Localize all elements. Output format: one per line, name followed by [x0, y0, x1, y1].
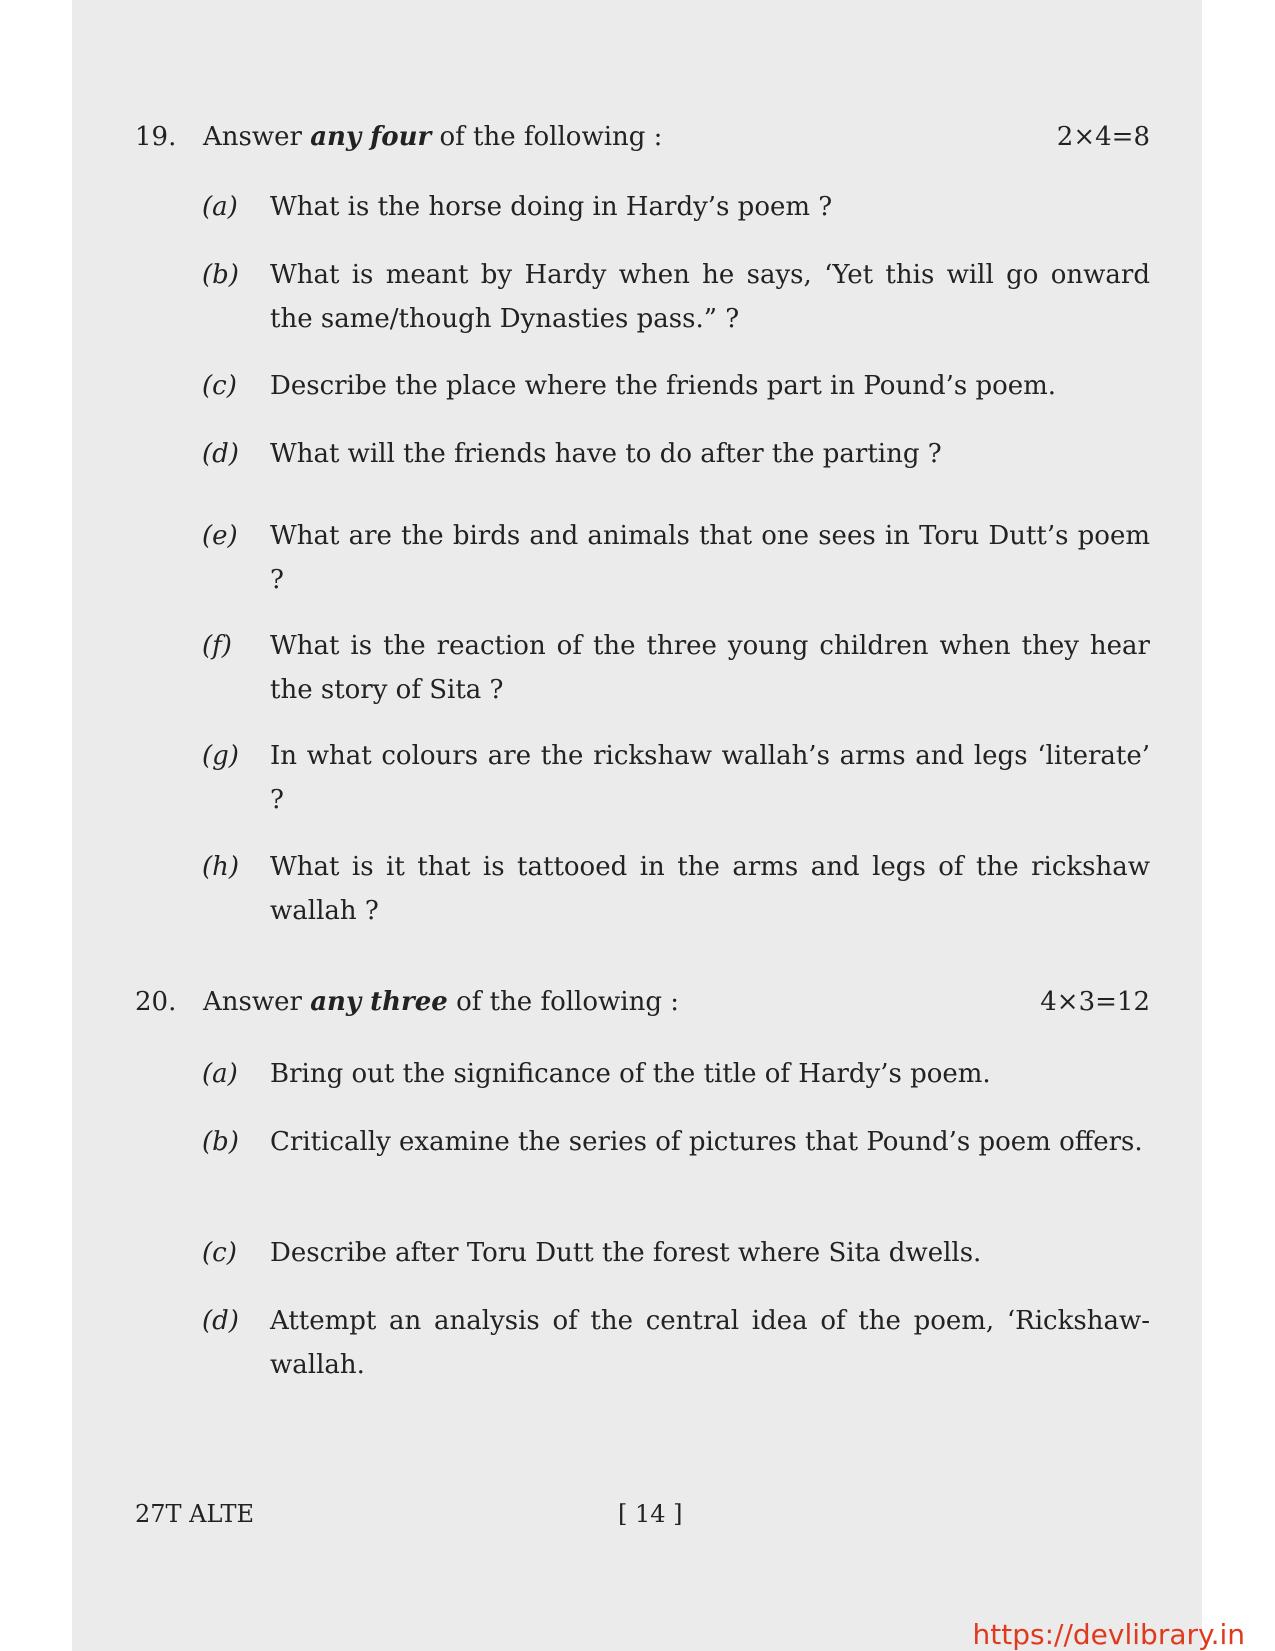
subquestion-text: In what colours are the rickshaw wallah’s arms and legs ‘literate’ ?	[270, 741, 1150, 815]
subquestion-label: (e)	[202, 521, 238, 551]
question-instruction: Answer any three of the following :	[203, 987, 680, 1017]
subquestion-text: Describe the place where the friends part in Pound’s poem.	[270, 371, 1057, 401]
subquestion-label: (d)	[202, 1306, 239, 1336]
question-marks: 2×4=8	[1056, 122, 1150, 152]
subquestion-text: What will the friends have to do after the parting ?	[270, 439, 942, 469]
subquestion-text: What is the horse doing in Hardy’s poem ?	[270, 192, 833, 222]
question-instruction: Answer any four of the following :	[203, 122, 663, 152]
subquestion-text: Bring out the significance of the title of Hardy’s poem.	[270, 1059, 991, 1089]
question-marks: 4×3=12	[1040, 987, 1150, 1017]
paper-code: 27T ALTE	[135, 1500, 255, 1528]
subquestion-text: Critically examine the series of pictures that Pound’s poem offers.	[270, 1127, 1143, 1157]
subquestion-label: (h)	[202, 852, 240, 882]
subquestion-text: What are the birds and animals that one sees in Toru Dutt’s poem ?	[270, 521, 1150, 595]
subquestion-label: (f)	[202, 631, 232, 661]
subquestion-label: (c)	[202, 371, 237, 401]
question-number: 19.	[135, 122, 177, 152]
exam-page	[72, 0, 1202, 1651]
subquestion-label: (a)	[202, 192, 238, 222]
watermark-url: https://devlibrary.in	[972, 1618, 1245, 1651]
page-number: [ 14 ]	[618, 1500, 683, 1528]
subquestion-label: (d)	[202, 439, 239, 469]
subquestion-text: What is it that is tattooed in the arms and legs of the rickshaw wallah ?	[270, 852, 1150, 926]
question-number: 20.	[135, 987, 177, 1017]
subquestion-label: (b)	[202, 1127, 239, 1157]
subquestion-label: (c)	[202, 1238, 237, 1268]
subquestion-text: Attempt an analysis of the central idea of the poem, ‘Rickshaw-wallah.	[270, 1306, 1150, 1380]
subquestion-label: (a)	[202, 1059, 238, 1089]
subquestion-text: Describe after Toru Dutt the forest where Sita dwells.	[270, 1238, 982, 1268]
subquestion-text: What is the reaction of the three young children when they hear the story of Sita ?	[270, 631, 1150, 705]
subquestion-text: What is meant by Hardy when he says, ‘Yet this will go onward the same/though Dynasties pass.” ?	[270, 260, 1150, 334]
subquestion-label: (g)	[202, 741, 239, 771]
subquestion-label: (b)	[202, 260, 239, 290]
